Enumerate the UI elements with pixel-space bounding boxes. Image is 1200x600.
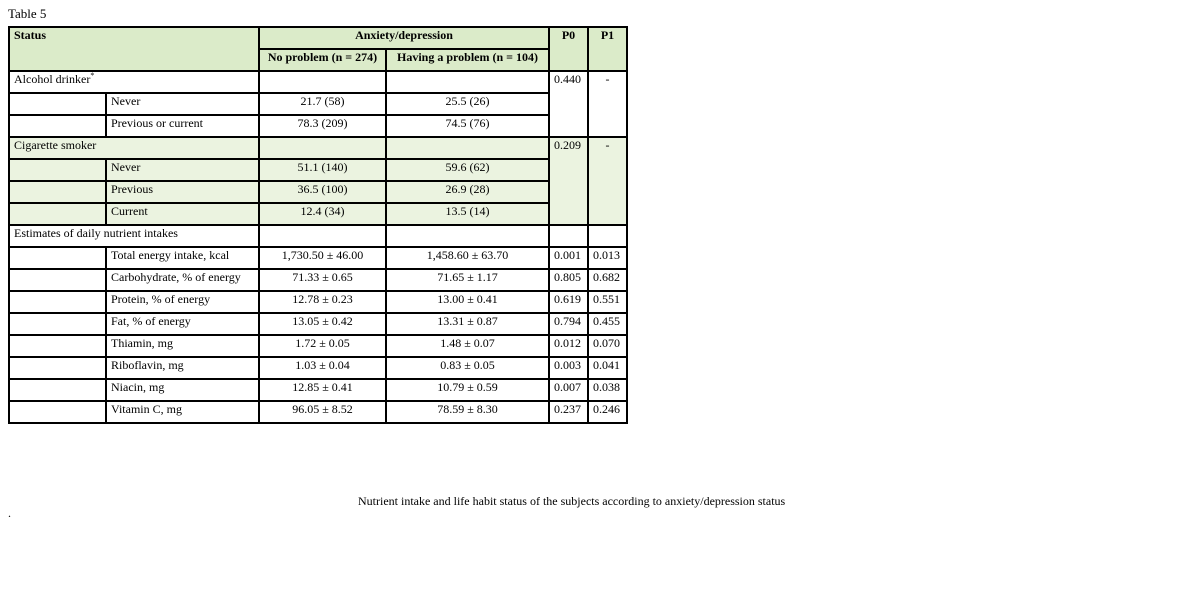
alcohol-p0: 0.440 [549, 71, 588, 137]
section-label-cigarette: Cigarette smoker [9, 137, 259, 159]
row-label: Never [106, 93, 259, 115]
p1-value: 0.041 [588, 357, 627, 379]
having-problem-value: 1,458.60 ± 63.70 [386, 247, 549, 269]
no-problem-value: 96.05 ± 8.52 [259, 401, 386, 423]
row-label: Protein, % of energy [106, 291, 259, 313]
table-row [9, 71, 627, 93]
alcohol-p1: - [588, 71, 627, 137]
row-label: Current [106, 203, 259, 225]
table-row [9, 203, 627, 225]
row-label: Never [106, 159, 259, 181]
row-label: Vitamin C, mg [106, 401, 259, 423]
no-problem-value: 21.7 (58) [259, 93, 386, 115]
row-label: Fat, % of energy [106, 313, 259, 335]
no-problem-value: 36.5 (100) [259, 181, 386, 203]
group-header: Anxiety/depression [259, 27, 549, 49]
having-problem-value: 13.00 ± 0.41 [386, 291, 549, 313]
table-row [9, 137, 627, 159]
table-row [9, 225, 627, 247]
table-row [9, 247, 627, 269]
p1-header: P1 [588, 27, 627, 71]
p0-value: 0.794 [549, 313, 588, 335]
table-caption: Nutrient intake and life habit status of the subjects according to anxiety/depression status [358, 494, 786, 508]
table-label: Table 5 [8, 6, 47, 21]
table-row [9, 291, 627, 313]
row-label: Thiamin, mg [106, 335, 259, 357]
no-problem-value: 12.4 (34) [259, 203, 386, 225]
footnote-mark: * [90, 71, 95, 80]
cigarette-p0: 0.209 [549, 137, 588, 225]
p0-value: 0.805 [549, 269, 588, 291]
having-problem-value: 13.31 ± 0.87 [386, 313, 549, 335]
no-problem-value: 1,730.50 ± 46.00 [259, 247, 386, 269]
no-problem-value: 12.78 ± 0.23 [259, 291, 386, 313]
table-row [9, 93, 627, 115]
p0-value: 0.237 [549, 401, 588, 423]
table-row [9, 401, 627, 423]
section-label-alcohol: Alcohol drinker* [9, 71, 259, 93]
having-problem-value: 13.5 (14) [386, 203, 549, 225]
row-label: Carbohydrate, % of energy [106, 269, 259, 291]
no-problem-value: 71.33 ± 0.65 [259, 269, 386, 291]
no-problem-value: 51.1 (140) [259, 159, 386, 181]
section-label-nutrients: Estimates of daily nutrient intakes [9, 225, 259, 247]
having-problem-value: 71.65 ± 1.17 [386, 269, 549, 291]
row-label: Previous [106, 181, 259, 203]
p1-value: 0.070 [588, 335, 627, 357]
no-problem-value: 12.85 ± 0.41 [259, 379, 386, 401]
p0-header: P0 [549, 27, 588, 71]
p1-value: 0.038 [588, 379, 627, 401]
no-problem-value: 13.05 ± 0.42 [259, 313, 386, 335]
p1-value: 0.551 [588, 291, 627, 313]
no-problem-header: No problem (n = 274) [259, 49, 386, 71]
having-problem-value: 59.6 (62) [386, 159, 549, 181]
row-label: Previous or current [106, 115, 259, 137]
p0-value: 0.012 [549, 335, 588, 357]
table-row [9, 357, 627, 379]
p0-value: 0.619 [549, 291, 588, 313]
having-problem-value: 1.48 ± 0.07 [386, 335, 549, 357]
status-header: Status [9, 27, 259, 71]
trailing-mark: . [8, 506, 11, 520]
having-problem-value: 0.83 ± 0.05 [386, 357, 549, 379]
table-row [9, 115, 627, 137]
row-label: Riboflavin, mg [106, 357, 259, 379]
header-row [9, 27, 627, 49]
having-problem-value: 10.79 ± 0.59 [386, 379, 549, 401]
having-problem-value: 78.59 ± 8.30 [386, 401, 549, 423]
row-label: Niacin, mg [106, 379, 259, 401]
no-problem-value: 78.3 (209) [259, 115, 386, 137]
p1-value: 0.455 [588, 313, 627, 335]
p0-value: 0.003 [549, 357, 588, 379]
nutrient-table [8, 26, 628, 424]
p1-value: 0.013 [588, 247, 627, 269]
table-row [9, 313, 627, 335]
p1-value: 0.682 [588, 269, 627, 291]
having-problem-value: 25.5 (26) [386, 93, 549, 115]
no-problem-value: 1.03 ± 0.04 [259, 357, 386, 379]
row-label: Total energy intake, kcal [106, 247, 259, 269]
p0-value: 0.007 [549, 379, 588, 401]
p0-value: 0.001 [549, 247, 588, 269]
table-row [9, 269, 627, 291]
having-problem-value: 26.9 (28) [386, 181, 549, 203]
p1-value: 0.246 [588, 401, 627, 423]
having-problem-header: Having a problem (n = 104) [386, 49, 549, 71]
table-row [9, 335, 627, 357]
cigarette-p1: - [588, 137, 627, 225]
table-row [9, 159, 627, 181]
table-row [9, 181, 627, 203]
having-problem-value: 74.5 (76) [386, 115, 549, 137]
table-row [9, 379, 627, 401]
no-problem-value: 1.72 ± 0.05 [259, 335, 386, 357]
